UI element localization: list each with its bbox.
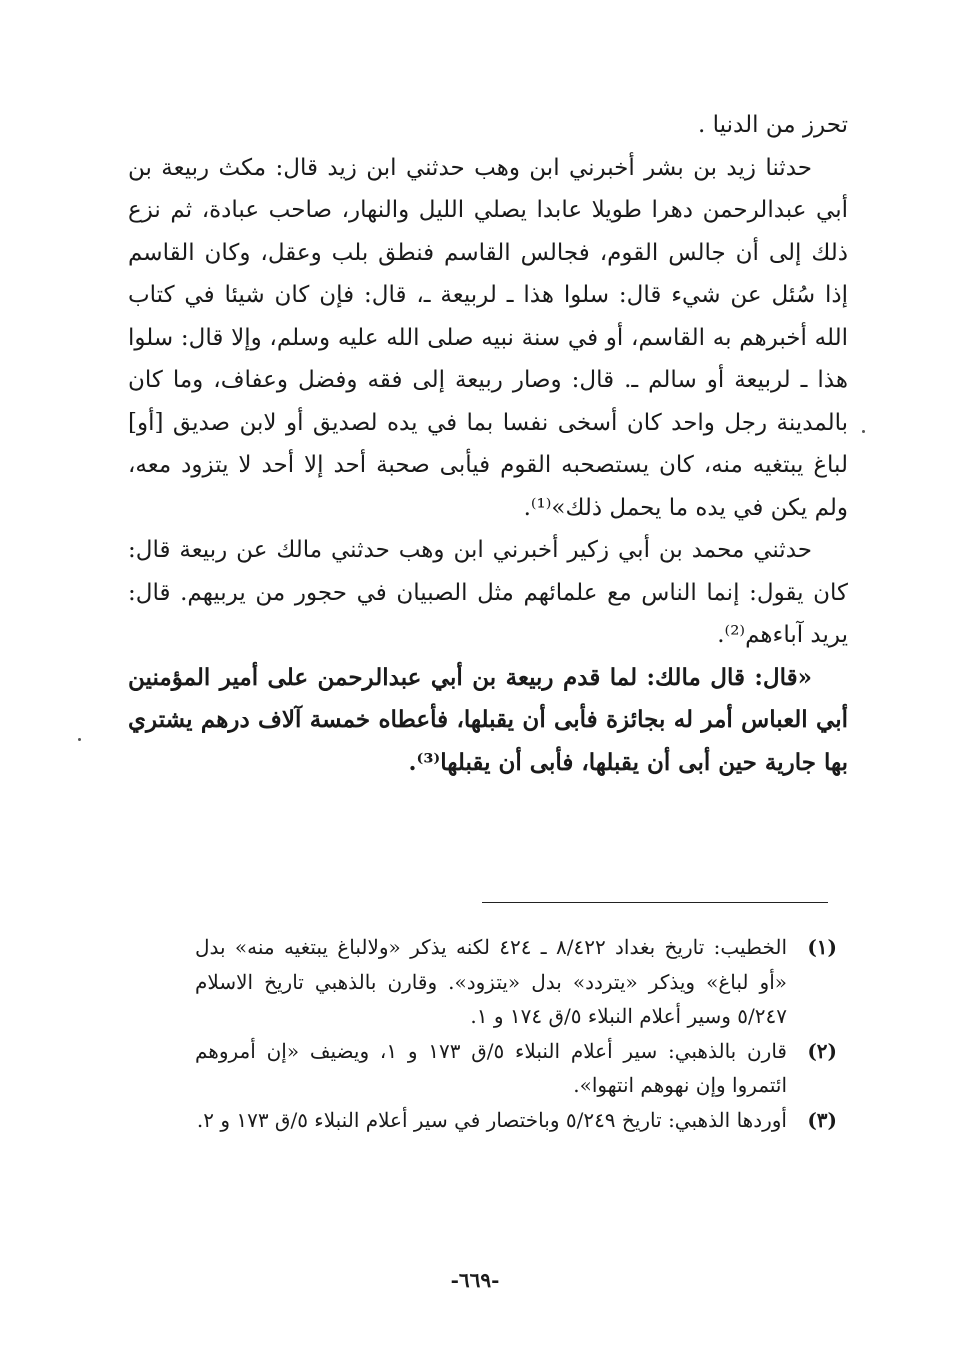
- paragraph-3: حدثني محمد بن أبي زكير أخبرني ابن وهب حدثني مالك عن ربيعة قال: كان يقول: إنما الناس مع علمائهم مثل الصبيان في حجور من يربيهم. قال: يريد آباءهم⁽²⁾.: [128, 537, 848, 648]
- footnotes: [195, 930, 837, 1137]
- footnote-divider: [482, 902, 828, 903]
- scan-speck: [78, 738, 81, 741]
- footnote-text: الخطيب: تاريخ بغداد ٨/٤٢٢ ـ ٤٢٤ لكنه يذكر «ولالباغ يبتغيه منه» بدل «أو لباغ» ويذكر «يتردد» بدل «يتزود». وقارن بالذهبي تاريخ الاسلام ٥/٢٤٧ وسير أعلام النبلاء ٥/ق ١٧٤ و ١.: [195, 935, 788, 1028]
- footnote-3: [195, 1103, 837, 1138]
- page-number: -٦٦٩-: [450, 1268, 500, 1292]
- main-text: [128, 104, 848, 784]
- footnote-1: [195, 930, 837, 1034]
- footnote-number: (٢): [807, 1038, 837, 1063]
- footnote-text: أوردها الذهبي: تاريخ ٥/٢٤٩ وباختصار في سير أعلام النبلاء ٥/ق ١٧٣ و ٢.: [196, 1107, 787, 1132]
- footnote-text: قارن بالذهبي: سير أعلام النبلاء ٥/ق ١٧٣ و ١، ويضيف «إن أمروهم ائتمروا وإن نهوهم انتهوا».: [195, 1038, 787, 1097]
- paragraph-1: تحرز من الدنيا .: [698, 112, 848, 138]
- paragraph-4: «قال: قال مالك: لما قدم ربيعة بن أبي عبدالرحمن على أمير المؤمنين أبي العباس أمر له بجائزة فأبى أن يقبلها، فأعطاه خمسة آلاف درهم يشتري بها جارية حين أبى أن يقبلها، فأبى أن يقبلها⁽³⁾.: [128, 663, 848, 776]
- footnote-number: (١): [807, 935, 837, 959]
- paragraph-2: حدثنا زيد بن بشر أخبرني ابن وهب حدثني ابن زيد قال: مكث ربيعة بن أبي عبدالرحمن دهرا طويلا عابدا يصلي الليل والنهار، صاحب عبادة، ثم نزع ذلك إلى أن جالس القوم، فجالس القاسم فنطق بلب وعقل، وكان القاسم إذا سُئل عن شيء قال: سلوا هذا ـ لربيعة ـ، قال: فإن كان شيئا في كتاب الله أخبرهم به القاسم، أو في سنة نبيه صلى الله عليه وسلم، وإلا قال: سلوا هذا ـ لربيعة أو سالم ـ. قال: وصار ربيعة إلى فقه وفضل وعفاف، وما كان بالمدينة رجل واحد كان أسخى نفسا بما في يده لصديق أو لابن صديق [أو] لباغ يبتغيه منه، كان يستصحبه القوم فيأبى صحبة أحد إلا أحد لا يتزود معه، ولم يكن في يده ما يحمل ذلك»⁽¹⁾.: [128, 154, 848, 521]
- footnote-number: (٣): [807, 1107, 837, 1132]
- footnote-2: [195, 1034, 837, 1103]
- scan-speck: [862, 430, 865, 433]
